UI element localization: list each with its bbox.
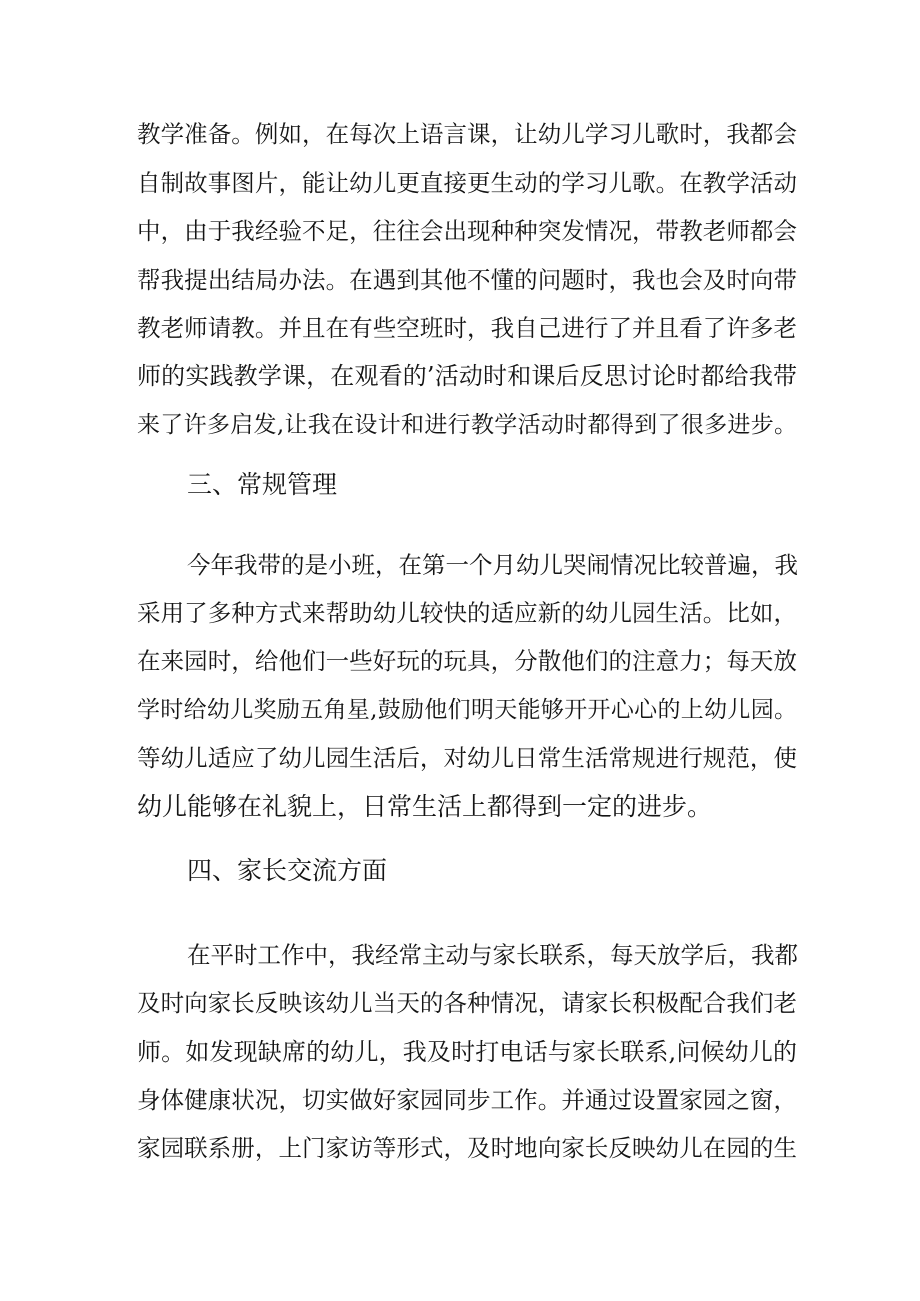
text-line: 等幼儿适应了幼儿园生活后，对幼儿日常生活常规进行规范，使 [137, 744, 797, 772]
text-line: 中，由于我经验不足，往往会出现种种突发情况，带教老师都会 [137, 217, 797, 245]
text-line: 及时向家长反映该幼儿当天的各种情况，请家长积极配合我们老 [137, 989, 797, 1017]
text-line: 自制故事图片，能让幼儿更直接更生动的学习儿歌。在教学活动 [137, 169, 797, 197]
text-line: 家园联系册，上门家访等形式，及时地向家长反映幼儿在园的生 [137, 1134, 797, 1162]
text-line: 身体健康状况，切实做好家园同步工作。并通过设置家园之窗， [137, 1086, 797, 1114]
text-line: 在平时工作中，我经常主动与家长联系，每天放学后，我都 [187, 941, 798, 969]
text-line: 师。如发现缺席的幼儿，我及时打电话与家长联系,问候幼儿的 [137, 1038, 797, 1066]
text-line: 幼儿能够在礼貌上，日常生活上都得到一定的进步。 [137, 792, 713, 821]
section-heading-routine-management: 三、常规管理 [187, 470, 338, 499]
text-line: 今年我带的是小班，在第一个月幼儿哭闹情况比较普遍，我 [187, 551, 798, 579]
text-line: 采用了多种方式来帮助幼儿较快的适应新的幼儿园生活。比如， [137, 599, 797, 627]
section-heading-parent-communication: 四、家长交流方面 [187, 856, 388, 885]
text-line: 来了许多启发,让我在设计和进行教学活动时都得到了很多进步。 [137, 412, 797, 438]
text-line: 师的实践教学课，在观看的’活动时和课后反思讨论时都给我带 [137, 362, 797, 390]
text-line: 帮我提出结局办法。在遇到其他不懂的问题时，我也会及时向带 [137, 266, 797, 294]
text-line: 教老师请教。并且在有些空班时，我自己进行了并且看了许多老 [137, 314, 797, 342]
text-line: 在来园时，给他们一些好玩的玩具，分散他们的注意力；每天放 [137, 647, 797, 675]
text-line: 学时给幼儿奖励五角星,鼓励他们明天能够开开心心的上幼儿园。 [137, 697, 797, 723]
text-line: 教学准备。例如，在每次上语言课，让幼儿学习儿歌时，我都会 [137, 120, 797, 148]
